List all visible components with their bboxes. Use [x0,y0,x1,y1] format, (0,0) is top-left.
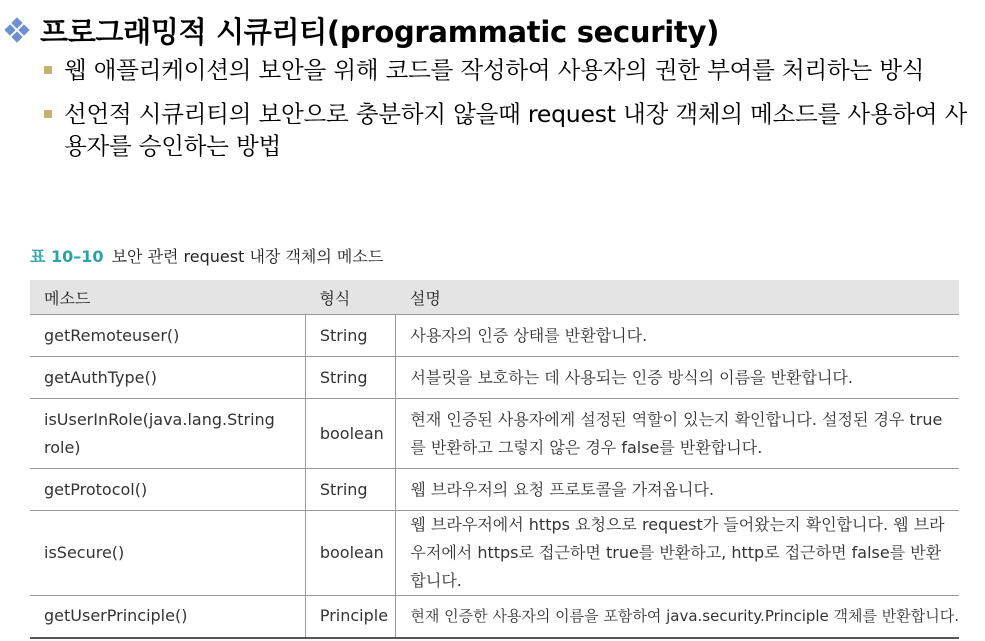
type-cell: String [305,357,396,399]
header-description: 설명 [396,280,959,315]
type-cell: String [305,315,396,357]
description-cell: 웹 브라우저의 요청 프로토콜을 가져옵니다. [396,469,959,511]
type-cell: String [305,469,396,511]
table-row [30,315,959,357]
square-bullet-icon [44,110,52,118]
bullet-text: 선언적 시큐리티의 보안으로 충분하지 않을때 request 내장 객체의 메소드를 사용하여 사용자를 승인하는 방법 [64,100,968,160]
type-cell: boolean [305,399,396,469]
caption-text: 보안 관련 request 내장 객체의 메소드 [111,247,384,266]
title-text: 프로그래밍적 시큐리티(programmatic security) [40,14,720,49]
description-cell: 현재 인증한 사용자의 이름을 포함하여 java.security.Principle 객체를 반환합니다. [396,596,959,638]
method-cell: getRemoteuser() [30,315,305,357]
bullet-text: 웹 애플리케이션의 보안을 위해 코드를 작성하여 사용자의 권한 부여를 처리하는 방식 [64,56,925,84]
bullet-item [40,54,970,86]
table-caption [30,244,383,267]
table-row [30,511,959,596]
square-bullet-icon [44,66,52,74]
header-type: 형식 [305,280,396,315]
table-row [30,357,959,399]
bullet-item [40,98,970,162]
methods-table [30,280,959,639]
diamond-bullet-icon [6,19,28,41]
method-cell: getUserPrinciple() [30,596,305,638]
type-cell: Principle [305,596,396,638]
bullet-list [40,54,970,174]
header-method: 메소드 [30,280,305,315]
description-cell: 현재 인증된 사용자에게 설정된 역할이 있는지 확인합니다. 설정된 경우 true를 반환하고 그렇지 않은 경우 false를 반환합니다. [396,399,959,469]
description-cell: 웹 브라우저에서 https 요청으로 request가 들어왔는지 확인합니다. 웹 브라우저에서 https로 접근하면 true를 반환하고, http로 접근하면 false를 반환합니다. [396,511,959,596]
description-cell: 서블릿을 보호하는 데 사용되는 인증 방식의 이름을 반환합니다. [396,357,959,399]
method-cell: getProtocol() [30,469,305,511]
description-cell: 사용자의 인증 상태를 반환합니다. [396,315,959,357]
method-cell: isSecure() [30,511,305,596]
table-number: 표 10–10 [30,247,104,266]
table-header-row [30,280,959,315]
table-row [30,469,959,511]
table-row [30,596,959,638]
method-cell: isUserInRole(java.lang.String role) [30,399,305,469]
slide-title [6,8,719,52]
method-cell: getAuthType() [30,357,305,399]
table-row [30,399,959,469]
type-cell: boolean [305,511,396,596]
